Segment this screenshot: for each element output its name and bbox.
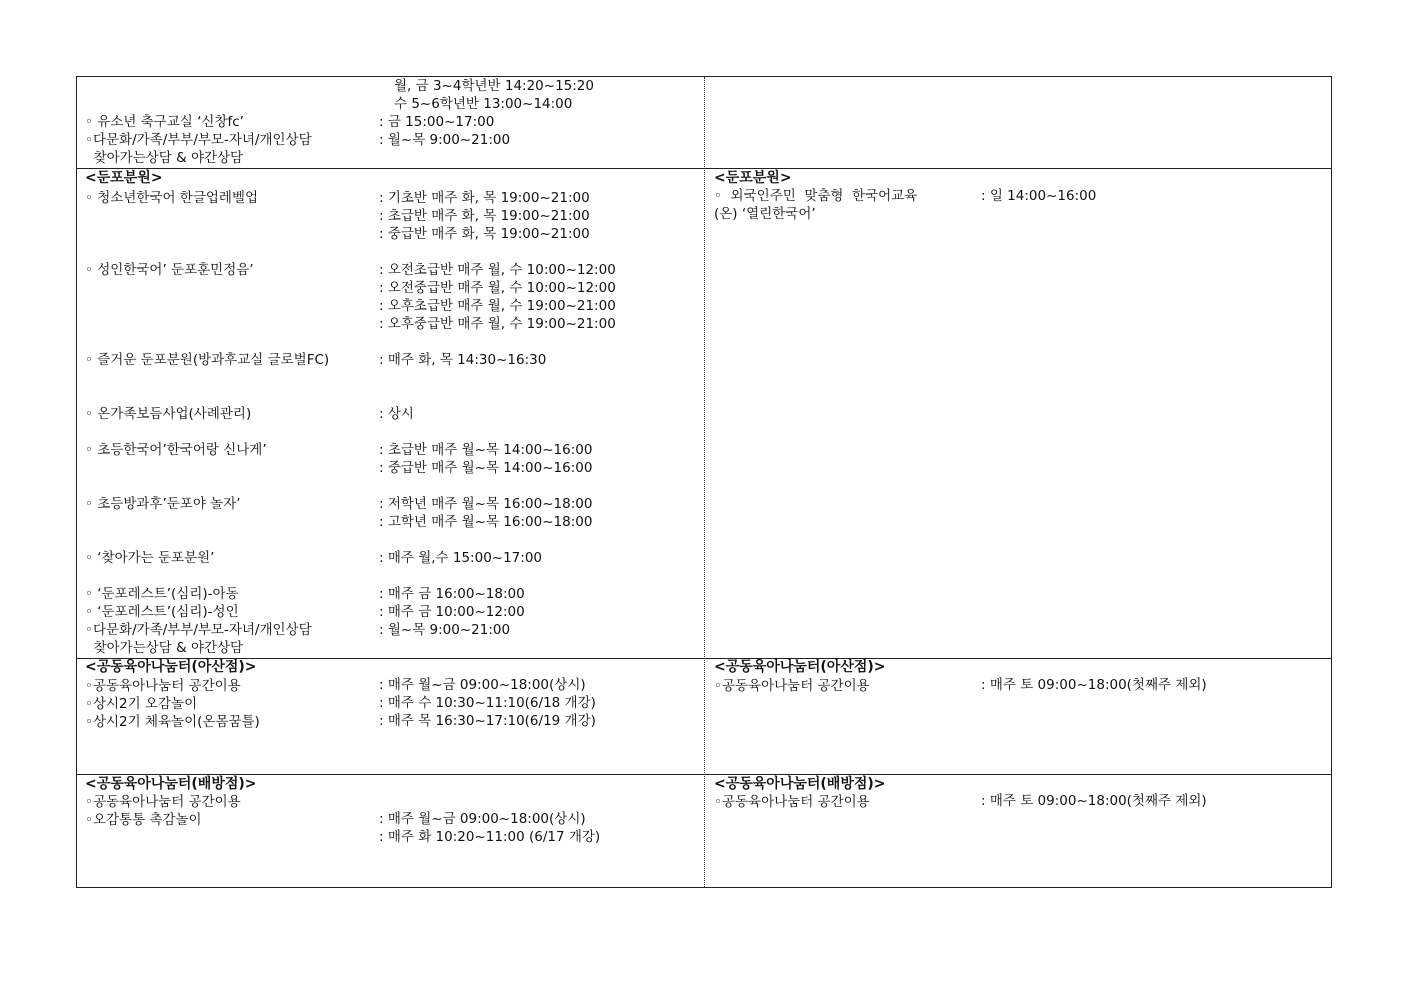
program-label: ◦상시2기 체육놀이(온몸꿈틀) — [85, 714, 260, 730]
program-label: ◦ 온가족보듬사업(사례관리) — [85, 406, 252, 422]
schedule-time: : 매주 월~금 09:00~18:00(상시) — [379, 811, 586, 827]
section-header: <공동육아나눔터(아산점)> — [714, 659, 886, 675]
program-label: ◦공동육아나눔터 공간이용 — [714, 794, 870, 810]
schedule-time: : 오전중급반 매주 월, 수 10:00~12:00 — [379, 280, 616, 296]
schedule-time: : 중급반 매주 화, 목 19:00~21:00 — [379, 226, 590, 242]
program-label: ◦공동육아나눔터 공간이용 — [714, 678, 870, 694]
program-label: 찾아가는상담 & 야간상담 — [85, 640, 244, 656]
section-header: <공동육아나눔터(배방점)> — [714, 776, 886, 792]
schedule-time: : 오후초급반 매주 월, 수 19:00~21:00 — [379, 298, 616, 314]
section-header: <공동육아나눔터(아산점)> — [85, 659, 257, 675]
column-divider — [704, 77, 705, 887]
schedule-time: : 저학년 매주 월~목 16:00~18:00 — [379, 496, 593, 512]
program-label: ◦ 유소년 축구교실 ‘신창fc’ — [85, 114, 244, 130]
program-label: ◦ 외국인주민 맞춤형 한국어교육 — [714, 188, 918, 204]
program-label: ◦공동육아나눔터 공간이용 — [85, 794, 241, 810]
schedule-time: : 매주 금 16:00~18:00 — [379, 586, 525, 602]
schedule-time: : 월~목 9:00~21:00 — [379, 622, 511, 638]
schedule-time: : 중급반 매주 월~목 14:00~16:00 — [379, 460, 593, 476]
program-label: ◦상시2기 오감놀이 — [85, 696, 198, 712]
schedule-time: : 매주 금 10:00~12:00 — [379, 604, 525, 620]
program-label: ◦ 즐거운 둔포분원(방과후교실 글로벌FC) — [85, 352, 330, 368]
schedule-time: : 매주 화 10:20~11:00 (6/17 개강) — [379, 829, 601, 845]
program-label: ◦ 초등한국어’한국어랑 신나게’ — [85, 442, 267, 458]
section-header: <둔포분원> — [714, 170, 792, 186]
schedule-time: : 초급반 매주 화, 목 19:00~21:00 — [379, 208, 590, 224]
program-label: 찾아가는상담 & 야간상담 — [85, 150, 244, 166]
schedule-time: : 오후중급반 매주 월, 수 19:00~21:00 — [379, 316, 616, 332]
schedule-time: : 매주 월~금 09:00~18:00(상시) — [379, 677, 586, 693]
program-label: ◦오감통통 촉감놀이 — [85, 812, 202, 828]
schedule-time: 수 5~6학년반 13:00~14:00 — [394, 96, 573, 112]
schedule-time: : 금 15:00~17:00 — [379, 114, 495, 130]
schedule-time: : 고학년 매주 월~목 16:00~18:00 — [379, 514, 593, 530]
row-divider — [77, 658, 1331, 659]
program-label: ◦다문화/가족/부부/부모-자녀/개인상담 — [85, 132, 312, 148]
schedule-time: 월, 금 3~4학년반 14:20~15:20 — [394, 78, 594, 94]
program-label: ◦ 성인한국어’ 둔포훈민정음’ — [85, 262, 254, 278]
program-label: (온) ‘열린한국어’ — [714, 206, 816, 222]
schedule-time: : 일 14:00~16:00 — [981, 188, 1097, 204]
schedule-time: : 매주 화, 목 14:30~16:30 — [379, 352, 547, 368]
program-label: ◦ 청소년한국어 한글업레벨업 — [85, 190, 259, 206]
schedule-time: : 매주 월,수 15:00~17:00 — [379, 550, 542, 566]
schedule-time: : 월~목 9:00~21:00 — [379, 132, 511, 148]
schedule-table — [76, 76, 1332, 888]
schedule-time: : 매주 토 09:00~18:00(첫째주 제외) — [981, 793, 1207, 809]
program-label: ◦ ‘둔포레스트’(심리)-성인 — [85, 604, 239, 620]
row-divider — [77, 774, 1331, 775]
program-label: ◦ ‘둔포레스트’(심리)-아동 — [85, 586, 239, 602]
schedule-time: : 초급반 매주 월~목 14:00~16:00 — [379, 442, 593, 458]
program-label: ◦ ‘찾아가는 둔포분원’ — [85, 550, 215, 566]
schedule-time: : 기초반 매주 화, 목 19:00~21:00 — [379, 190, 590, 206]
row-divider — [77, 168, 1331, 169]
program-label: ◦ 초등방과후’둔포야 놀자’ — [85, 496, 241, 512]
section-header: <둔포분원> — [85, 170, 163, 186]
schedule-time: : 매주 수 10:30~11:10(6/18 개강) — [379, 695, 596, 711]
schedule-time: : 오전초급반 매주 월, 수 10:00~12:00 — [379, 262, 616, 278]
schedule-time: : 매주 목 16:30~17:10(6/19 개강) — [379, 713, 596, 729]
program-label: ◦공동육아나눔터 공간이용 — [85, 678, 241, 694]
program-label: ◦다문화/가족/부부/부모-자녀/개인상담 — [85, 622, 312, 638]
schedule-time: : 매주 토 09:00~18:00(첫째주 제외) — [981, 677, 1207, 693]
section-header: <공동육아나눔터(배방점)> — [85, 776, 257, 792]
schedule-time: : 상시 — [379, 406, 414, 422]
